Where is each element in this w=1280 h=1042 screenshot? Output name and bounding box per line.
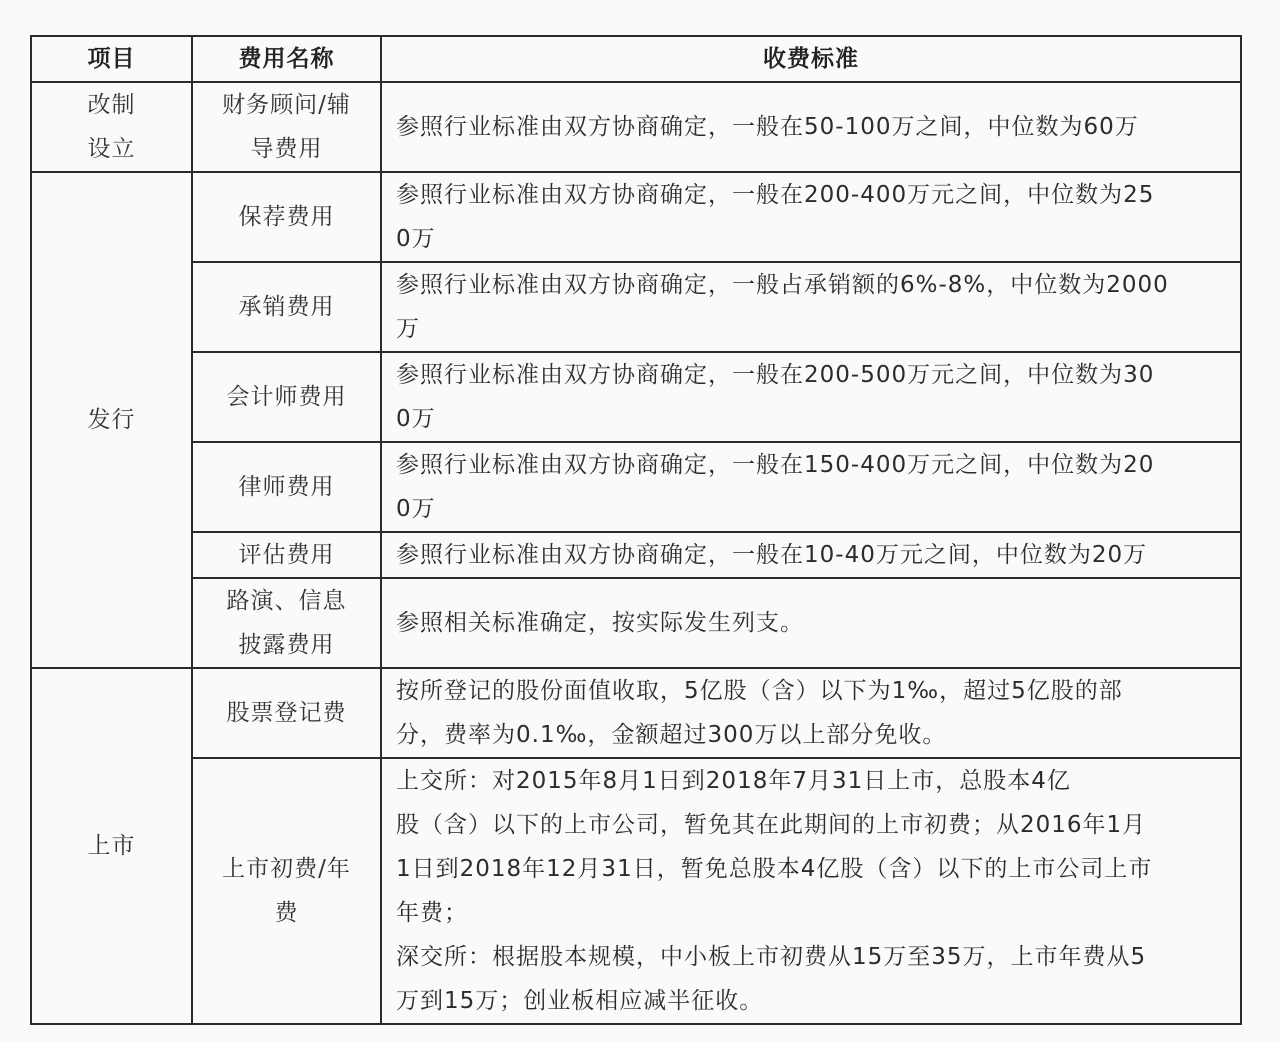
standard-cell	[381, 172, 1241, 262]
table-row	[31, 532, 1241, 578]
fee-name-cell	[192, 668, 381, 758]
category-line: 发行	[87, 407, 136, 433]
standard-line: 参照行业标准由双方协商确定，一般在10-40万元之间，中位数为20万	[396, 542, 1148, 568]
standard-line: 分，费率为0.1‰，金额超过300万以上部分免收。	[396, 722, 947, 748]
table-row	[31, 82, 1241, 172]
fee-name-cell	[192, 578, 381, 668]
standard-line: 参照行业标准由双方协商确定，一般在50-100万之间，中位数为60万	[396, 114, 1139, 140]
ipo-fee-table	[30, 35, 1242, 1025]
standard-line: 上交所：对2015年8月1日到2018年7月31日上市，总股本4亿	[396, 768, 1071, 794]
standard-cell	[381, 758, 1241, 1024]
standard-line: 参照相关标准确定，按实际发生列支。	[396, 610, 804, 636]
table-header-row	[31, 36, 1241, 82]
header-standard: 收费标准	[381, 36, 1241, 82]
standard-line: 0万	[396, 226, 436, 252]
standard-line: 0万	[396, 496, 436, 522]
standard-line: 参照行业标准由双方协商确定，一般在200-400万元之间，中位数为25	[396, 182, 1155, 208]
header-fee-name: 费用名称	[192, 36, 381, 82]
fee-name-cell	[192, 352, 381, 442]
fee-name-line: 财务顾问/辅	[222, 92, 351, 118]
standard-cell	[381, 578, 1241, 668]
fee-name-cell	[192, 172, 381, 262]
fee-name-cell	[192, 82, 381, 172]
fee-name-line: 股票登记费	[226, 700, 347, 726]
category-cell-restructuring	[31, 82, 192, 172]
standard-cell	[381, 668, 1241, 758]
fee-name-line: 路演、信息	[226, 588, 347, 614]
table-row	[31, 262, 1241, 352]
fee-name-line: 费	[274, 900, 299, 926]
fee-name-line: 会计师费用	[226, 384, 347, 410]
fee-name-line: 承销费用	[238, 294, 335, 320]
standard-line: 年费；	[396, 900, 468, 926]
table-row	[31, 352, 1241, 442]
table-row	[31, 578, 1241, 668]
category-cell-issuance	[31, 172, 192, 668]
category-line: 上市	[87, 833, 136, 859]
fee-name-line: 导费用	[250, 136, 323, 162]
standard-cell	[381, 262, 1241, 352]
table-row	[31, 758, 1241, 1024]
table-row	[31, 668, 1241, 758]
header-category: 项目	[31, 36, 192, 82]
fee-name-cell	[192, 758, 381, 1024]
category-line: 设立	[87, 136, 136, 162]
fee-name-line: 上市初费/年	[222, 856, 351, 882]
table-row	[31, 172, 1241, 262]
standard-line: 深交所：根据股本规模，中小板上市初费从15万至35万，上市年费从5	[396, 944, 1147, 970]
standard-line: 万	[396, 316, 420, 342]
category-line: 改制	[87, 92, 136, 118]
standard-line: 股（含）以下的上市公司，暂免其在此期间的上市初费；从2016年1月	[396, 812, 1147, 838]
standard-cell	[381, 532, 1241, 578]
standard-cell	[381, 442, 1241, 532]
fee-name-line: 律师费用	[238, 474, 335, 500]
fee-name-cell	[192, 442, 381, 532]
standard-cell	[381, 352, 1241, 442]
table-row	[31, 442, 1241, 532]
standard-line: 按所登记的股份面值收取，5亿股（含）以下为1‰，超过5亿股的部	[396, 678, 1123, 704]
fee-name-line: 保荐费用	[238, 204, 335, 230]
standard-line: 1日到2018年12月31日，暂免总股本4亿股（含）以下的上市公司上市	[396, 856, 1153, 882]
standard-line: 参照行业标准由双方协商确定，一般在150-400万元之间，中位数为20	[396, 452, 1155, 478]
standard-cell	[381, 82, 1241, 172]
fee-name-line: 评估费用	[238, 542, 335, 568]
standard-line: 参照行业标准由双方协商确定，一般在200-500万元之间，中位数为30	[396, 362, 1155, 388]
standard-line: 参照行业标准由双方协商确定，一般占承销额的6%-8%，中位数为2000	[396, 272, 1169, 298]
standard-line: 万到15万；创业板相应减半征收。	[396, 988, 764, 1014]
fee-name-line: 披露费用	[238, 632, 335, 658]
fee-name-cell	[192, 532, 381, 578]
category-cell-listing	[31, 668, 192, 1024]
fee-name-cell	[192, 262, 381, 352]
standard-line: 0万	[396, 406, 436, 432]
